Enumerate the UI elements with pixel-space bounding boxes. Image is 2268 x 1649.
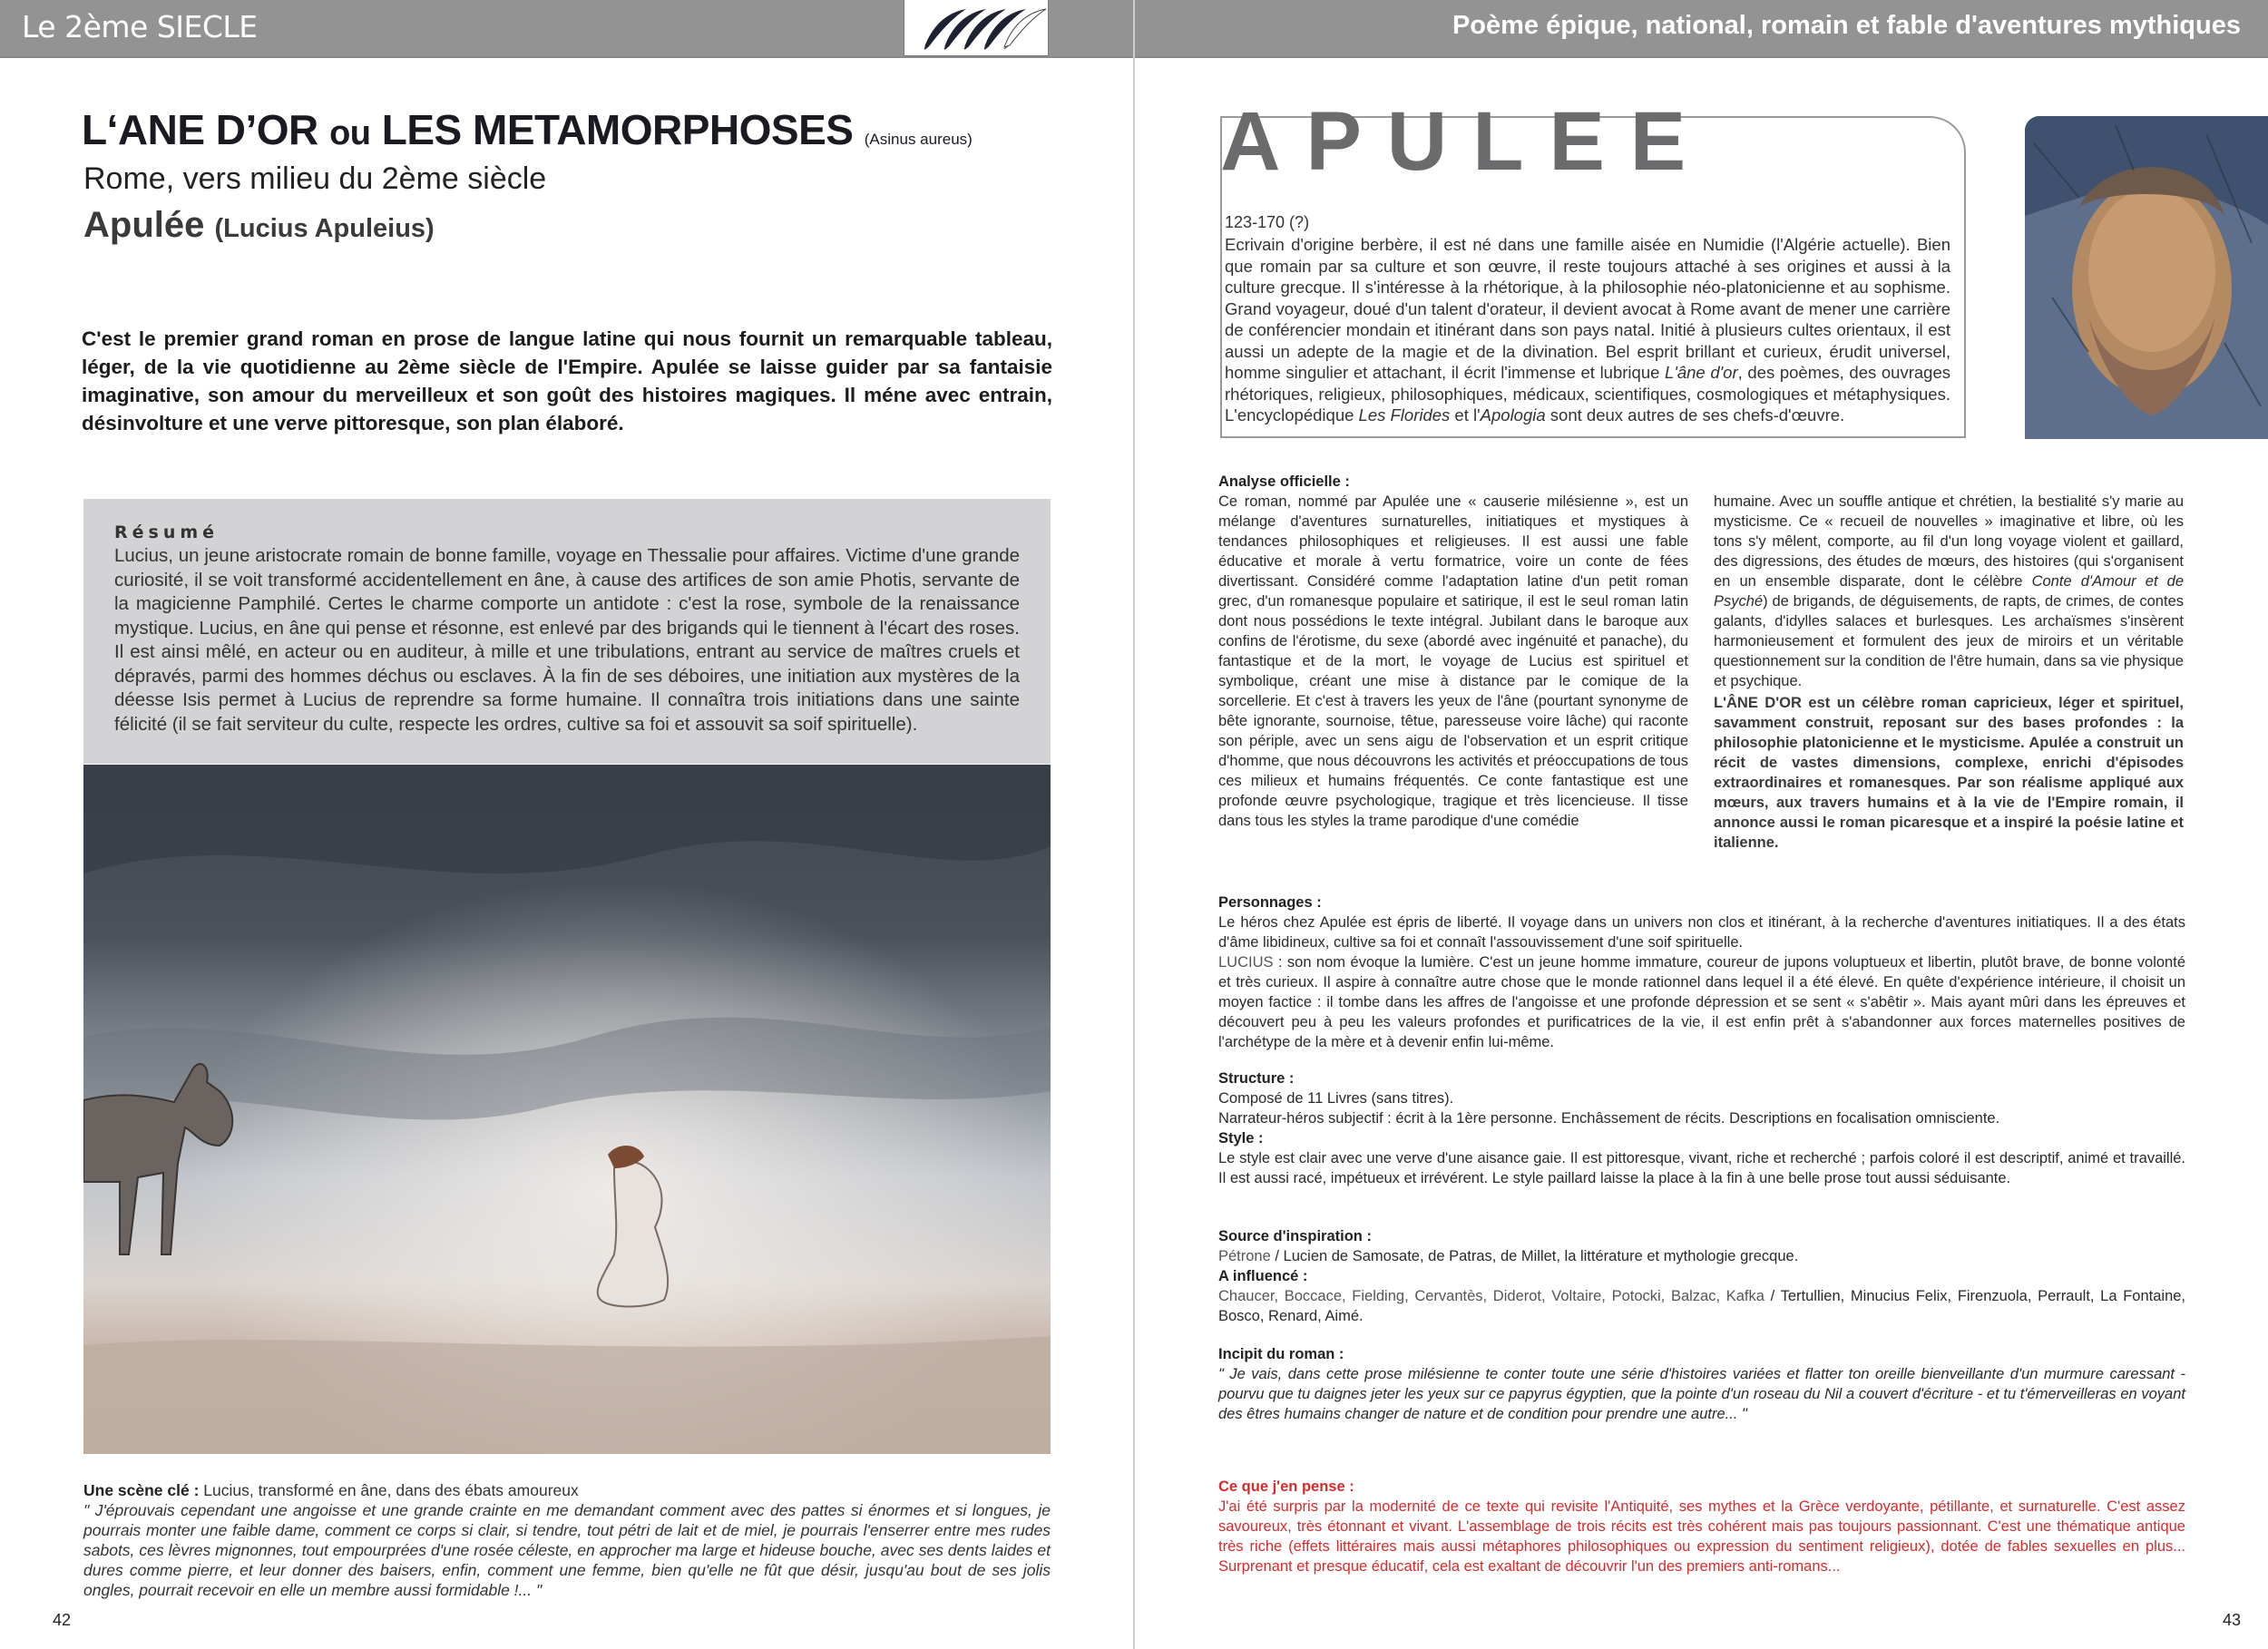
- opinion-section: [1218, 1477, 2185, 1576]
- book-title-latin: (Asinus aureus): [864, 131, 973, 148]
- author-name: Apulée: [83, 205, 205, 245]
- fresco-portrait-image: [2025, 116, 2268, 439]
- character-name: LUCIUS: [1218, 954, 1274, 971]
- opinion-text: J'ai été surpris par la modernité de ce texte qui revisite l'Antiquité, ses mythes et la Grèce verdoyante, pétillante, et surnaturelle. C'est assez savoureux, très étonnant et vivant. L'assemblage de trois récits est très cohérent mais pas toujours passionnant. C'est une thématique antique très riche (effets littéraires mais aussi métaphores philosophiques ou expression du sentiment religieux), dotée de fables sexuelles en plus... Surprenant et presque éducatif, cela est exaltant de découvrir l'un des premiers anti-romans...: [1218, 1498, 2185, 1575]
- personnages-intro: Le héros chez Apulée est épris de liberté. Il voyage dans un univers non clos et itinérant, à la recherche d'aventures initiatiques. Il a des états d'âme libidineux, cultive sa foi et connaît l'assouvissement d'une soif spirituelle.: [1218, 914, 2185, 951]
- character-description: : son nom évoque la lumière. C'est un jeune homme immature, coureur de jupons voluptueux et libertin, plutôt brave, de bonne volonté et très curieux. Il aspire à connaître autre chose que le monde rationnel dans lequel il a été élevé. En quête d'expérience intérieure, il choisit un moyen factice : il tombe dans les affres de l'angoisse et une profonde dépression et se sent « s'abêtir ». Mais ayant mûri dans les épreuves et découvert peu à peu les valeurs profondes et purificatrices de la vie, il est enfin prêt à s'abandonner aux forces maternelles positives de l'archétype de la mère et à devenir enfin lui-même.: [1218, 954, 2185, 1050]
- genre-title: Poème épique, national, romain et fable d'aventures mythiques: [1452, 11, 2241, 40]
- quill-feathers-rating-icon: [904, 0, 1050, 56]
- key-scene-label: Une scène clé :: [83, 1481, 200, 1499]
- key-scene-heading: [83, 1480, 1051, 1500]
- bio-text-part: Ecrivain d'origine berbère, il est né dans une famille aisée en Numidie (l'Algérie actuelle). Bien que romain par sa culture et son œuvre, il reste toujours attaché à ses origines et aussi à la culture grecque. Il s'intéresse à la rhétorique, à la philosophie néo-platonicienne et au sophisme. Grand voyageur, doué d'un talent d'orateur, il devient avocat à Rome avant de mener une carrière de conférencier mondain et itinérant dans son pays natal. Initié à plusieurs cultes orientaux, il est aussi un adepte de la magie et de la divination. Bel esprit brillant et curieux, érudit universel, homme singulier et attachant, il écrit l'immense et lubrique: [1225, 235, 1950, 382]
- structure-section: [1218, 1068, 2185, 1188]
- painting-illustration: [83, 765, 1051, 1454]
- page-number-left: 42: [53, 1611, 72, 1629]
- influence-secondary: / Tertullien, Minucius Felix, Firenzuola, Perrault, La Fontaine, Bosco, Renard, Aimé.: [1218, 1288, 2186, 1324]
- structure-label: Structure :: [1218, 1070, 1295, 1087]
- author-dates: 123-170 (?): [1225, 213, 1310, 231]
- quill-rating-logo: [904, 0, 1049, 56]
- source-label: Source d'inspiration :: [1218, 1228, 1372, 1244]
- resume-text: Lucius, un jeune aristocrate romain de bonne famille, voyage en Thessalie pour affaires. Victime d'une grande curiosité, il se voit transformé accidentellement en âne, à cause des artifices de son amie Photis, servante de la magicienne Pamphilé. Certes le charme comporte un antidote : c'est la rose, symbole de la renaissance mystique. Lucius, en âne qui pense et résonne, est enlevé par des brigands qui le tiennent à l'écart des roses. Il est ainsi mêlé, en acteur ou en auditeur, à mille et une tribulations, entrant au service de maîtres cruels et dépravés, parmi des hommes déchus ou esclaves. À la fin de ses déboires, une initiation aux mystères de la déesse Isis permet à Lucius de reprendre sa forme humaine. Il connaîtra trois initiations dans une sainte félicité (il se fait serviteur du culte, respecte les ordres, cultive sa foi et assouvit sa soif spirituelle).: [114, 545, 1020, 735]
- source-secondary: / Lucien de Samosate, de Patras, de Millet, la littérature et mythologie grecque.: [1270, 1248, 1799, 1264]
- page-number-right: 43: [2223, 1611, 2242, 1629]
- intro-paragraph: C'est le premier grand roman en prose de langue latine qui nous fournit un remarquable tableau, léger, de la vie quotidienne au 2ème siècle de l'Empire. Apulée se laisse guider par sa fantaisie imaginative, son amour du merveilleux et son goût des histoires magiques. Il méne avec entrain, désinvolture et une verve pittoresque, son plan élaboré.: [82, 327, 1052, 434]
- analysis-text-col1: Ce roman, nommé par Apulée une « causerie milésienne », est un mélange d'aventures surnaturelles, initiatiques et mystiques à tendances philosophiques et religieuses. Il est aussi une fable éducative et morale à vertu formatrice, voire un conte de fées divertissant. Considéré comme l'adaptation latine d'un petit roman grec, d'un romanesque populaire et satirique, il est le seul roman latin dont nous possédions le texte intégral. Jubilant dans le baroque aux confins de l'érotisme, du sexe (abordé avec ingénuité et panache), du fantastique et de la mort, le voyage de Lucius est spirituel et symbolique, créant une mise à distance par le comique de la sorcellerie. Et c'est à travers les yeux de l'âne (pourtant synonyme de bête ignorante, sournoise, têtue, paresseuse voire lâche) qui raconte son périple, avec un sens aigu de l'observation et un esprit critique d'homme, que nous découvrons les activités et préoccupations de tous ces milieux et humains fréquentés. Ce conte fantastique est une profonde œuvre psychologique, tragique et très licencieuse. Il tisse dans tous les styles la trame parodique d'une comédie: [1218, 493, 1688, 829]
- source-primary: Pétrone: [1218, 1248, 1271, 1264]
- structure-line-1: Composé de 11 Livres (sans titres).: [1218, 1090, 1454, 1107]
- donkey-and-figure-painting: [83, 765, 1051, 1454]
- bio-text-part: , des poèmes, des ouvrages rhétoriques, religieux, philosophiques, médicaux, scientifiques, cosmologiques et métaphysiques. L'encyclopédique: [1225, 363, 1950, 424]
- author-line: [83, 205, 435, 246]
- personnages-section: [1218, 893, 2185, 1052]
- book-subtitle: Rome, vers milieu du 2ème siècle: [83, 161, 547, 196]
- bio-text-part: sont deux autres de ses chefs-d'œuvre.: [1545, 405, 1845, 424]
- personnages-label: Personnages :: [1218, 894, 1322, 911]
- author-bio-name: APULEE: [1220, 95, 1712, 188]
- bio-work-title: Les Florides: [1358, 405, 1451, 424]
- book-title-main: L‘ANE D’OR: [82, 106, 318, 153]
- analysis-text-col2: [1714, 492, 2184, 691]
- key-scene-quote: " J'éprouvais cependant une angoisse et une grande crainte en me demandant comment avec des pattes si énormes et si longues, je pourrais monter une faible dame, comment ce corps si clair, si tendre, tout pétri de lait et de miel, je pourrais l'enserrer entre mes rudes sabots, ces lèvres mignonnes, tout empourprées d'une rosée céleste, en approcher ma large et hideuse bouche, avec ses dents laides et dures comme pierre, et leur donner des baisers, enfin, comment une femme, bien qu'elle ne fût que désir, jusqu'au bout de ses jolis ongles, pourrait recevoir en elle un membre aussi formidable !... ": [83, 1501, 1051, 1599]
- book-title-ou: ou: [329, 114, 371, 152]
- analysis-column-1: [1218, 472, 1688, 831]
- bio-work-title: Apologia: [1480, 405, 1546, 424]
- incipit-text: " Je vais, dans cette prose milésienne te conter toute une série d'histoires variées et flatter ton oreille bienveillante d'un murmure caressant - pourvu que tu daignes jeter les yeux sur ce papyrus égyptien, que la pointe d'un roseau du Nil a couvert d'écriture - et tu t'émerveilleras en voyant des êtres humains changer de nature et de condition pour prendre une autre... ": [1218, 1366, 2185, 1422]
- source-text: [1218, 1246, 2185, 1266]
- author-bio-text: [1225, 234, 1950, 426]
- structure-line-2: Narrateur-héros subjectif : écrit à la 1ère personne. Enchâssement de récits. Descriptions en focalisation omnisciente.: [1218, 1110, 2000, 1127]
- key-scene-block: [83, 1480, 1051, 1600]
- opinion-label: Ce que j'en pense :: [1218, 1478, 1354, 1495]
- influence-primary: Chaucer, Boccace, Fielding, Cervantès, Diderot, Voltaire, Potocki, Balzac, Kafka: [1218, 1288, 1765, 1304]
- analysis-column-2: [1714, 492, 2184, 853]
- century-title: Le 2ème SIECLE: [22, 9, 258, 44]
- key-scene-caption: Lucius, transformé en âne, dans des ébats amoureux: [203, 1481, 579, 1499]
- analysis-work-title: Conte d'Amour et de Psyché: [1714, 573, 2185, 610]
- analysis-summary-bold: L'ÂNE D'OR est un célèbre roman capricieux, léger et spirituel, savamment construit, reposant sur des bases profondes : la philosophie platonicienne et le mysticisme. Apulée a construit un récit de vastes dimensions, complexe, enrichi d'épisodes extraordinaires et romanesques. Par son réalisme appliqué aux mœurs, aux travers humains et à la vie de l'Empire romain, il annonce aussi le roman picaresque et a inspiré la poésie latine et italienne.: [1714, 695, 2184, 851]
- author-portrait: [2025, 116, 2268, 439]
- bio-work-title: L'âne d'or: [1665, 363, 1738, 382]
- analysis-text-part: humaine. Avec un souffle antique et chrétien, la bestialité s'y marie au mysticisme. Ce « recueil de nouvelles » imaginative et libre, où les tons s'y mêlent, comporte, au fil d'un long voyage violent et gaillard, des digressions, des études de mœurs, des histoires (qui s'organisent en un ensemble disparate, dont le célèbre: [1714, 493, 2184, 590]
- influence-label: A influencé :: [1218, 1268, 1308, 1284]
- incipit-label: Incipit du roman :: [1218, 1346, 1344, 1362]
- bio-text-part: et l': [1450, 405, 1481, 424]
- book-title: [82, 105, 973, 154]
- analysis-text-part: ) de brigands, de déguisements, de rapts, de crimes, de contes galants, d'idylles salaces et burlesques. Les archaïsmes s'insèrent harmonieusement et formulent des jeux de miroirs et un véritable questionnement sur la condition de l'être humain, dans sa vie physique et psychique.: [1714, 593, 2184, 689]
- page-spine-divider: [1133, 0, 1135, 1649]
- author-latin-name: (Lucius Apuleius): [214, 214, 435, 243]
- incipit-section: [1218, 1344, 2185, 1424]
- resume-box: [83, 499, 1051, 764]
- sources-section: [1218, 1226, 2185, 1326]
- book-title-rest: LES METAMORPHOSES: [381, 106, 854, 153]
- resume-title: Résumé: [114, 522, 220, 542]
- style-text: Le style est clair avec une verve d'une aisance gaie. Il est pittoresque, vivant, riche et recherché ; parfois coloré il est descriptif, animé et travaillé. Il est aussi racé, impétueux et irrévérent. Le style paillard laisse la place à la fin à une belle prose tout aussi séduisante.: [1218, 1150, 2185, 1186]
- personnages-lucius: [1218, 952, 2185, 1052]
- style-label: Style :: [1218, 1130, 1264, 1146]
- analysis-label: Analyse officielle :: [1218, 473, 1350, 490]
- influence-text: [1218, 1286, 2185, 1326]
